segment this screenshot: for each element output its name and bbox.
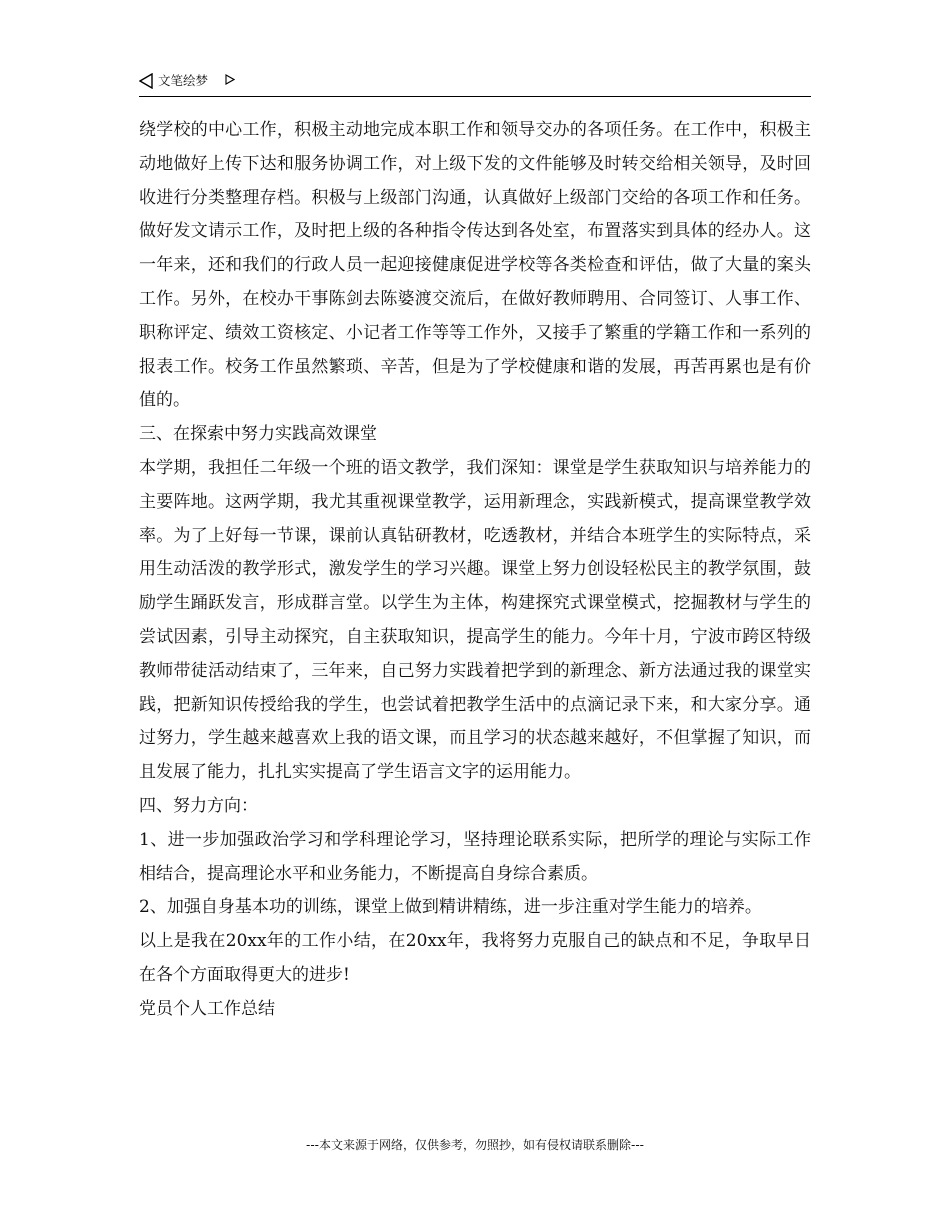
paragraph-school-office-work: 绕学校的中心工作，积极主动地完成本职工作和领导交办的各项任务。在工作中，积极主动地做好上传下达和服务协调工作，对上级下发的文件能够及时转交给相关领导，及时回收进行分类整理存档。积极与上级部门沟通，认真做好上级部门交给的各项工作和任务。做好发文请示工作，及时把上级的各种指令传达到各处室，布置落实到具体的经办人。这一年来，还和我们的行政人员一起迎接健康促进学校等各类检查和评估，做了大量的案头工作。另外，在校办干事陈剑去陈婆渡交流后，在做好教师聘用、合同签订、人事工作、职称评定、绩效工资核定、小记者工作等等工作外，又接手了繁重的学籍工作和一系列的报表工作。校务工作虽然繁琐、辛苦，但是为了学校健康和谐的发展，再苦再累也是有价值的。 — [139, 120, 811, 411]
footer-disclaimer: ---本文来源于网络，仅供参考，勿照抄，如有侵权请联系删除--- — [306, 1138, 644, 1152]
next-document-title: 党员个人工作总结 — [139, 998, 275, 1019]
header-title: 文笔绘梦 — [158, 73, 209, 88]
paragraph-conclusion: 以上是我在20xx年的工作小结，在20xx年，我将努力克服自己的缺点和不足，争取早日在各个方面取得更大的进步! — [139, 931, 811, 985]
section-heading-direction: 四、努力方向： — [139, 795, 258, 816]
left-triangle-icon — [139, 73, 153, 89]
document-body — [139, 114, 811, 1027]
list-item-2: 2、加强自身基本功的训练，课堂上做到精讲精练，进一步注重对学生能力的培养。 — [139, 897, 762, 918]
paragraph-classroom-teaching: 本学期，我担任二年级一个班的语文教学，我们深知：课堂是学生获取知识与培养能力的主要阵地。这两学期，我尤其重视课堂教学，运用新理念，实践新模式，提高课堂教学效率。为了上好每一节课，课前认真钻研教材，吃透教材，并结合本班学生的实际特点，采用生动活泼的教学形式，激发学生的学习兴趣。课堂上努力创设轻松民主的教学氛围，鼓励学生踊跃发言，形成群言堂。以学生为主体，构建探究式课堂模式，挖掘教材与学生的尝试因素，引导主动探究，自主获取知识，提高学生的能力。今年十月，宁波市跨区特级教师带徒活动结束了，三年来，自己努力实践着把学到的新理念、新方法通过我的课堂实践，把新知识传授给我的学生，也尝试着把教学生活中的点滴记录下来，和大家分享。通过努力，学生越来越喜欢上我的语文课，而且学习的状态越来越好，不但掌握了知识，而且发展了能力，扎扎实实提高了学生语言文字的运用能力。 — [139, 457, 811, 783]
list-item-1: 1、进一步加强政治学习和学科理论学习，坚持理论联系实际，把所学的理论与实际工作相结合，提高理论水平和业务能力，不断提高自身综合素质。 — [139, 829, 811, 884]
right-triangle-icon — [225, 74, 235, 85]
page-header — [139, 70, 811, 97]
section-heading-efficient-classroom: 三、在探索中努力实践高效课堂 — [139, 424, 377, 445]
